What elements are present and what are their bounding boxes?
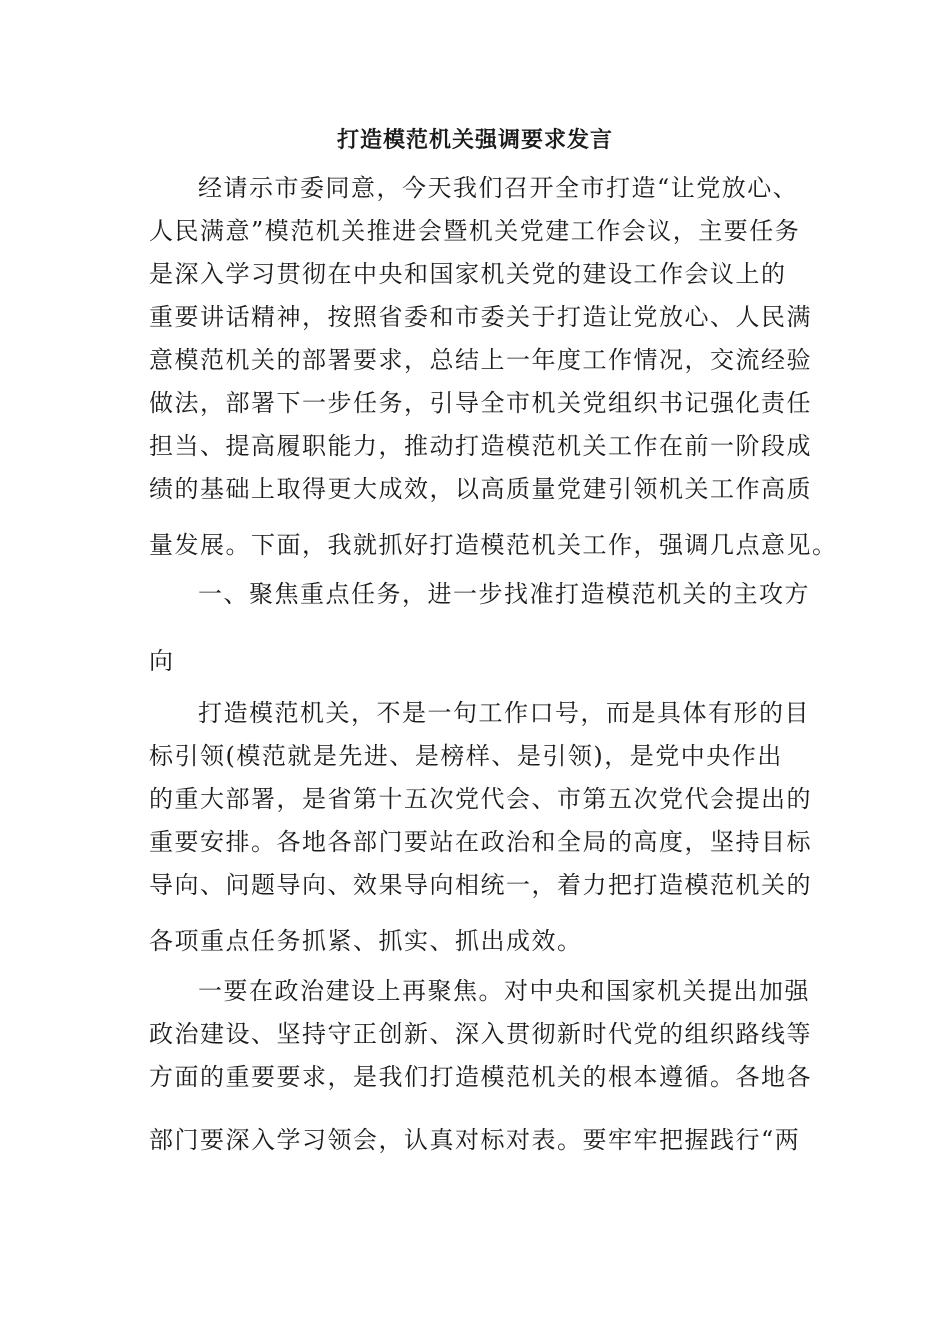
body-line: 的重大部署，是省第十五次党代会、市第五次党代会提出的 bbox=[149, 785, 812, 813]
body-line: 经请示市委同意，今天我们召开全市打造“让党放心、 bbox=[198, 174, 799, 202]
body-line: 绩的基础上取得更大成效，以高质量党建引领机关工作高质 bbox=[149, 475, 812, 503]
body-line: 做法，部署下一步任务，引导全市机关党组织书记强化责任 bbox=[149, 389, 812, 417]
body-line: 打造模范机关，不是一句工作口号，而是具体有形的目 bbox=[198, 699, 810, 727]
document-title: 打造模范机关强调要求发言 bbox=[336, 127, 613, 153]
body-line: 一要在政治建设上再聚焦。对中央和国家机关提出加强 bbox=[198, 977, 810, 1005]
section-heading-continued: 向 bbox=[149, 647, 175, 675]
body-line: 导向、问题导向、效果导向相统一，着力把打造模范机关的 bbox=[149, 871, 812, 899]
body-line: 各项重点任务抓紧、抓实、抓出成效。 bbox=[149, 927, 583, 955]
body-line: 标引领(模范就是先进、是榜样、是引领)，是党中央作出 bbox=[149, 742, 783, 770]
body-line: 政治建设、坚持守正创新、深入贯彻新时代党的组织路线等 bbox=[149, 1020, 812, 1048]
body-line: 重要安排。各地各部门要站在政治和全局的高度，坚持目标 bbox=[149, 828, 812, 856]
body-line: 人民满意”模范机关推进会暨机关党建工作会议，主要任务 bbox=[149, 217, 801, 245]
section-heading: 一、聚焦重点任务，进一步找准打造模范机关的主攻方 bbox=[198, 580, 810, 608]
body-line: 重要讲话精神，按照省委和市委关于打造让党放心、人民满 bbox=[149, 303, 812, 331]
body-line: 量发展。下面，我就抓好打造模范机关工作，强调几点意见。 bbox=[149, 531, 838, 559]
body-line: 方面的重要要求，是我们打造模范机关的根本遵循。各地各 bbox=[149, 1063, 812, 1091]
body-line: 担当、提高履职能力，推动打造模范机关工作在前一阶段成 bbox=[149, 432, 812, 460]
body-line: 意模范机关的部署要求，总结上一年度工作情况，交流经验 bbox=[149, 346, 812, 374]
body-line: 是深入学习贯彻在中央和国家机关党的建设工作会议上的 bbox=[149, 260, 787, 288]
body-line: 部门要深入学习领会，认真对标对表。要牢牢把握践行“两 bbox=[149, 1126, 801, 1154]
